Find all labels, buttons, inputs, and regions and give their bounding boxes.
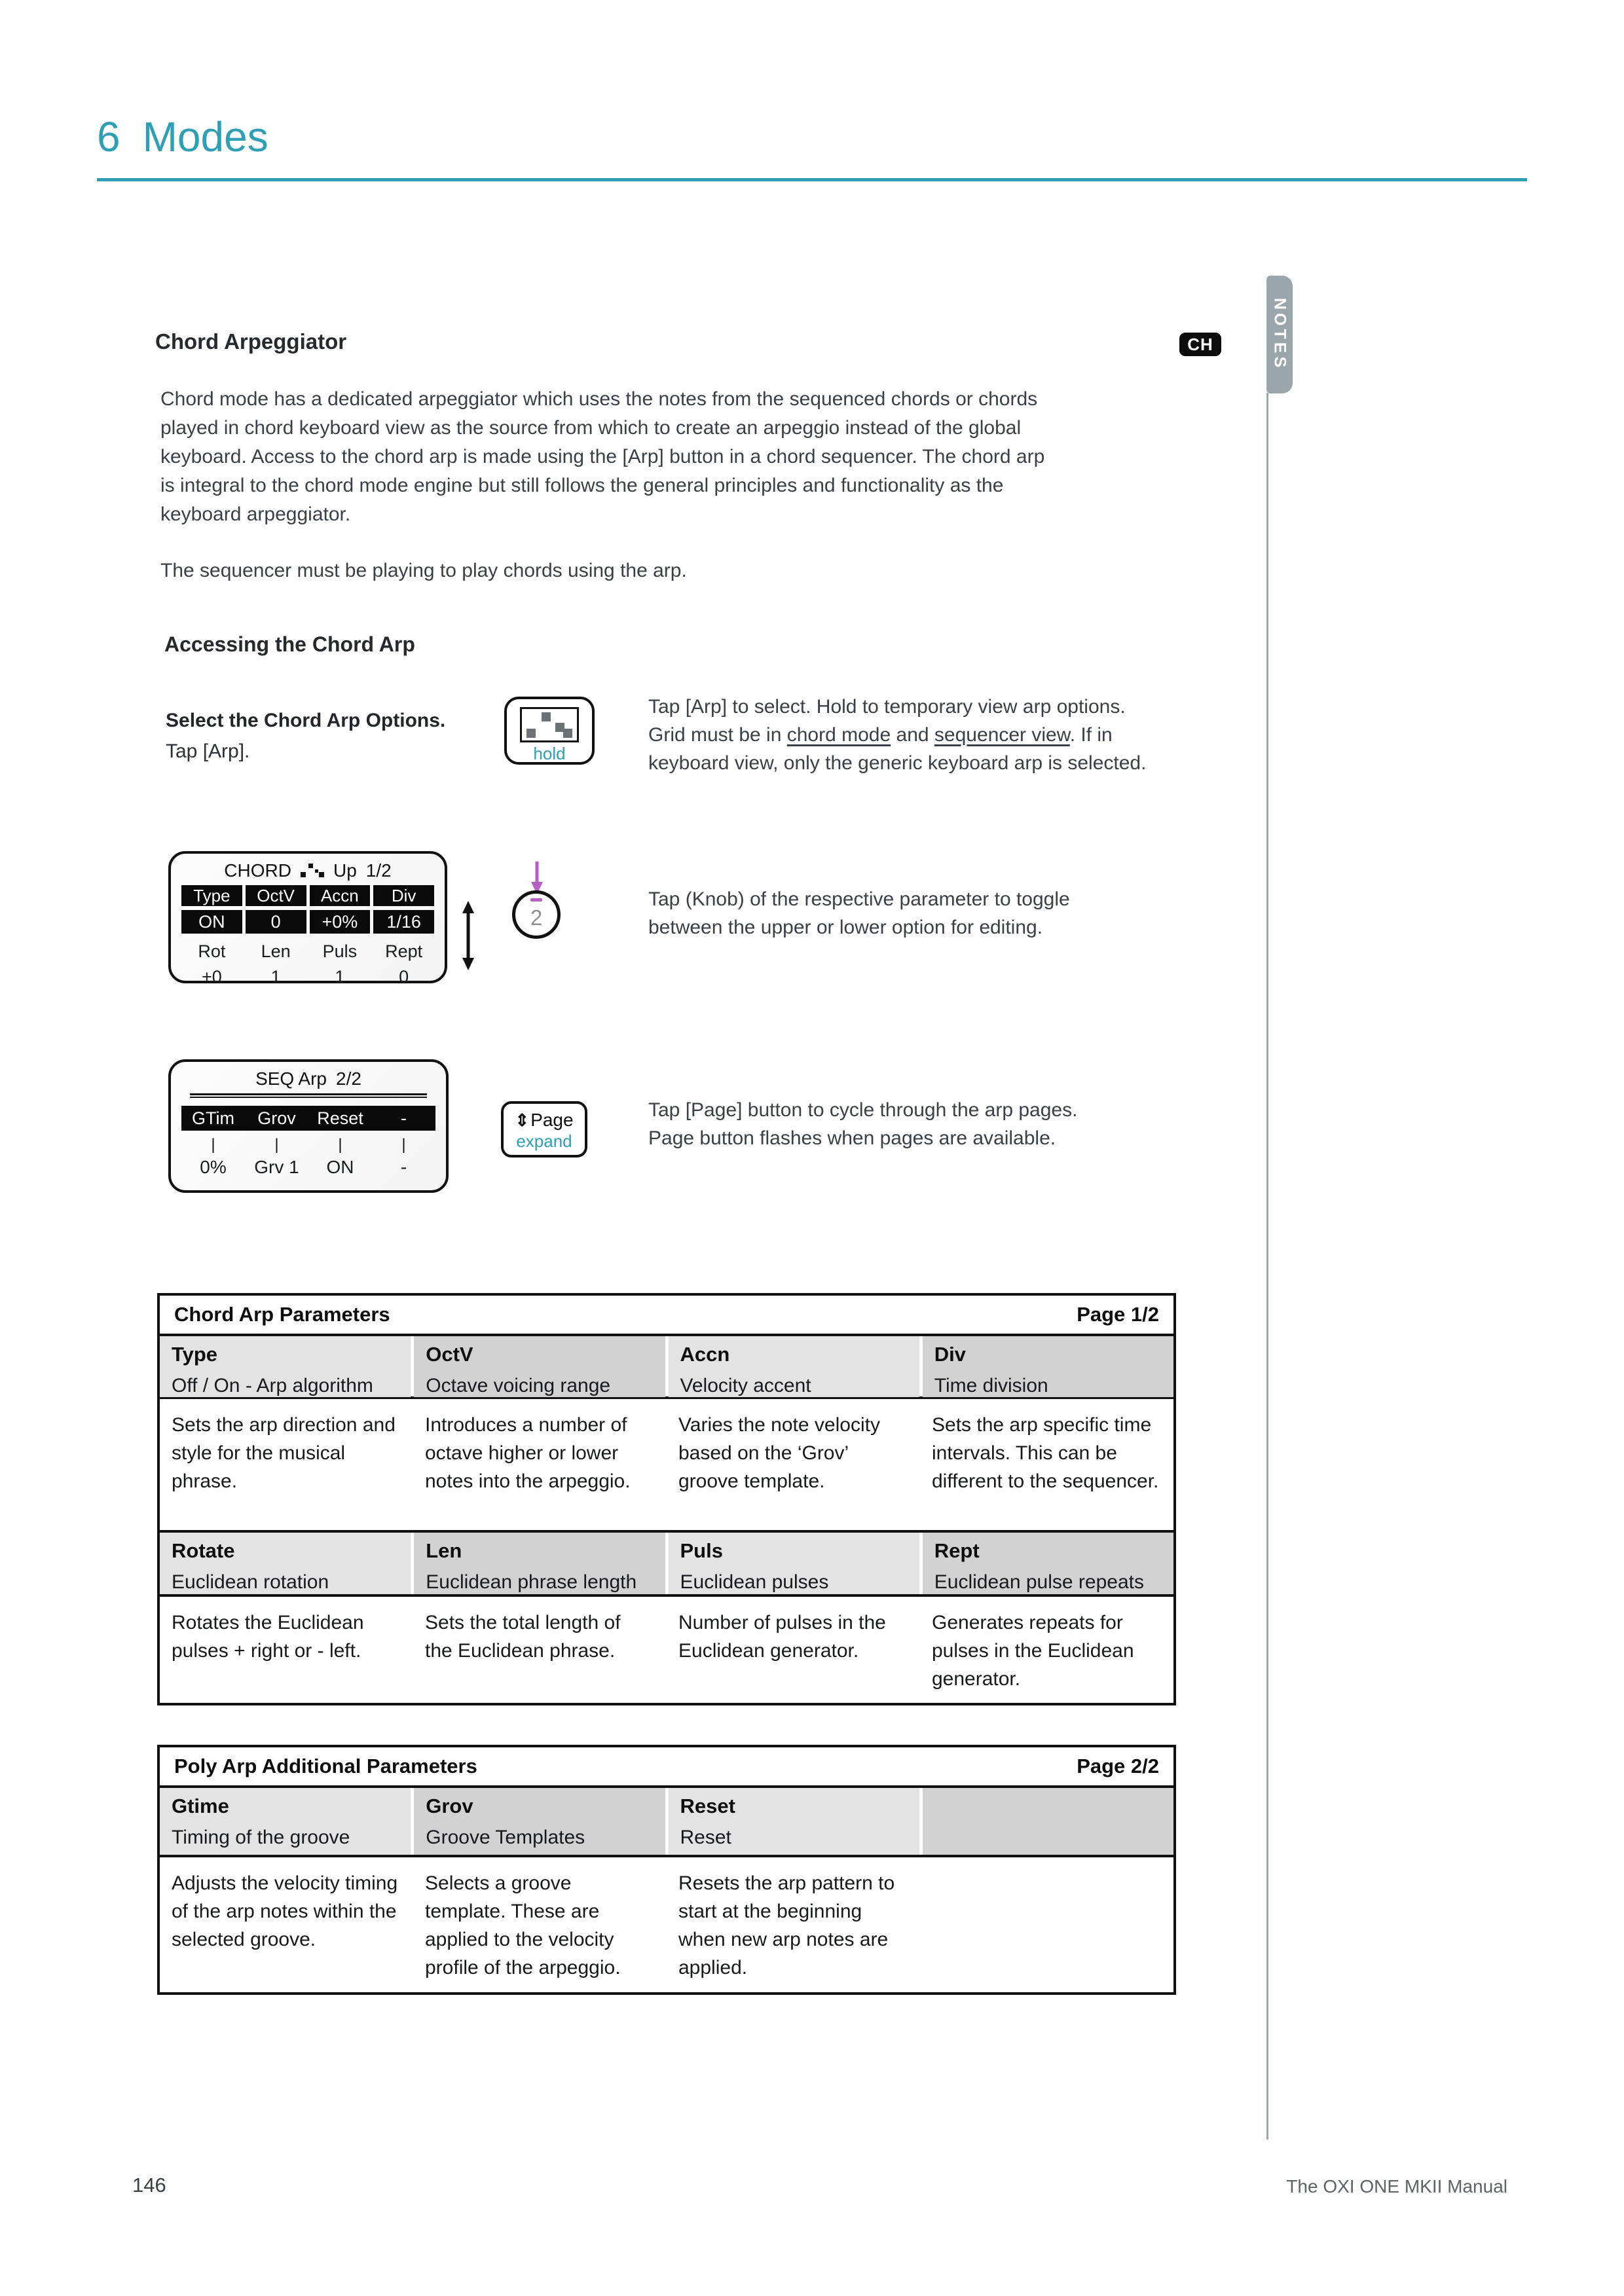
table-title-row xyxy=(160,1296,1173,1336)
intro-line: played in chord keyboard view as the source from which to create an arpeggio instead of the global xyxy=(160,417,1022,439)
param-cell: Rept xyxy=(385,941,423,961)
arp-step-description xyxy=(648,693,1146,777)
knob-desc-line: Tap (Knob) of the respective parameter to toggle xyxy=(648,888,1070,910)
param-name: Reset xyxy=(680,1795,735,1817)
arp-button xyxy=(504,697,595,765)
param-short-desc: Euclidean rotation xyxy=(172,1571,329,1593)
knob-icon xyxy=(511,862,563,947)
param-name: Type xyxy=(172,1343,218,1366)
chapter-rule-line xyxy=(97,178,1527,181)
table-header-row xyxy=(160,1336,1173,1399)
hold-caption: hold xyxy=(533,744,566,763)
value-cell: 1 xyxy=(335,967,345,987)
value-cell: 1 xyxy=(270,967,281,987)
param-short-desc: Groove Templates xyxy=(426,1827,585,1848)
param-name: Grov xyxy=(426,1795,473,1817)
chord-param-header-row xyxy=(181,885,434,906)
body-cell: Number of pulses in the Euclidean generator. xyxy=(678,1612,886,1662)
page-desc-line: Tap [Page] button to cycle through the arp pages. xyxy=(648,1099,1078,1121)
page-button xyxy=(501,1101,587,1157)
header-cell xyxy=(414,1788,665,1855)
table-title: Chord Arp Parameters xyxy=(174,1303,390,1326)
table-title-row xyxy=(160,1747,1173,1788)
value-cell: 0 xyxy=(399,967,409,987)
arp-desc-line xyxy=(648,721,1146,749)
table-body-row xyxy=(160,1399,1173,1533)
param-short-desc: Reset xyxy=(680,1827,731,1848)
body-cell: Sets the total length of the Euclidean phrase. xyxy=(425,1612,621,1662)
chapter-title: Modes xyxy=(142,113,268,160)
param-cell: Grov xyxy=(257,1108,296,1128)
param-short-desc: Euclidean pulses xyxy=(680,1571,829,1593)
body-cell: Introduces a number of octave higher or lower notes into the arpeggio. xyxy=(425,1414,631,1492)
header-cell xyxy=(414,1533,665,1594)
knob-number: 2 xyxy=(530,905,543,930)
table-page-label: Page 2/2 xyxy=(1077,1755,1159,1777)
note-paragraph: The sequencer must be playing to play chords using the arp. xyxy=(160,560,687,581)
intro-line: is integral to the chord mode engine but still follows the general principles and functionality as the xyxy=(160,475,1004,496)
value-cell: Grv 1 xyxy=(254,1157,299,1177)
value-cell: 1/16 xyxy=(373,910,434,934)
table-title: Poly Arp Additional Parameters xyxy=(174,1755,477,1777)
table-header-row xyxy=(160,1788,1173,1857)
desc-text: . If in xyxy=(1069,724,1113,746)
underlined-term: chord mode xyxy=(786,724,891,746)
body-cell: Varies the note velocity based on the ‘Grov’ groove template. xyxy=(678,1414,880,1492)
seq-value-row xyxy=(181,1157,435,1178)
param-cell: OctV xyxy=(246,885,306,906)
knob-step-description xyxy=(648,885,1070,941)
param-cell: Len xyxy=(261,941,291,961)
tick: | xyxy=(211,1136,215,1154)
chord-arp-display xyxy=(168,851,447,987)
body-cell xyxy=(920,1857,1173,1992)
body-cell: Resets the arp pattern to start at the beginning when new arp notes are applied. xyxy=(678,1872,895,1978)
underlined-term: sequencer view xyxy=(934,724,1070,746)
footer-page-number: 146 xyxy=(132,2174,166,2196)
chord-mode-badge: CH xyxy=(1179,333,1221,356)
triad-dots-icon xyxy=(301,864,324,878)
updown-glyph-icon: ⇕ xyxy=(515,1110,530,1130)
expand-caption: expand xyxy=(516,1131,572,1151)
body-cell: Sets the arp direction and style for the musical phrase. xyxy=(172,1414,396,1492)
value-cell: - xyxy=(400,1157,407,1177)
accessing-heading: Accessing the Chord Arp xyxy=(164,632,415,656)
seq-param-bar xyxy=(181,1106,435,1131)
header-cell xyxy=(923,1336,1173,1397)
knob-desc-line: between the upper or lower option for editing. xyxy=(648,917,1043,938)
tick: | xyxy=(274,1136,279,1154)
param-cell: GTim xyxy=(192,1108,234,1128)
grid-dot xyxy=(563,729,572,738)
intro-line: keyboard. Access to the chord arp is made using the [Arp] button in a chord sequencer. The chord arp xyxy=(160,446,1045,467)
intro-line: keyboard arpeggiator. xyxy=(160,503,351,525)
notes-tab-label: NOTES xyxy=(1270,298,1289,371)
arp-step-label-bold: Select the Chord Arp Options. xyxy=(166,710,446,731)
param-name: OctV xyxy=(426,1343,473,1366)
param-cell: - xyxy=(401,1108,407,1128)
chord-display-name: CHORD xyxy=(224,860,291,881)
body-cell: Selects a groove template. These are applied to the velocity profile of the arpeggio. xyxy=(425,1872,621,1978)
section-title: Chord Arpeggiator xyxy=(155,329,347,354)
param-short-desc: Velocity accent xyxy=(680,1375,811,1396)
seq-arp-display xyxy=(168,1059,449,1193)
intro-paragraph xyxy=(160,385,1044,529)
value-cell: 0% xyxy=(200,1157,227,1177)
param-name: Len xyxy=(426,1539,462,1562)
chapter-number: 6 xyxy=(97,113,120,160)
footer-manual-title: The OXI ONE MKII Manual xyxy=(1286,2176,1507,2196)
notes-side-tab xyxy=(1266,276,1293,393)
param-cell: Type xyxy=(181,885,242,906)
header-cell xyxy=(669,1533,919,1594)
tick: | xyxy=(338,1136,342,1154)
chord-arp-parameters-table xyxy=(157,1293,1176,1705)
body-cell: Sets the arp specific time intervals. This can be different to the sequencer. xyxy=(932,1414,1159,1492)
header-cell xyxy=(160,1533,411,1594)
param-short-desc: Euclidean pulse repeats xyxy=(934,1571,1144,1593)
param-short-desc: Euclidean phrase length xyxy=(426,1571,637,1593)
chord-value2-row xyxy=(181,967,434,987)
seq-divider xyxy=(190,1093,426,1098)
value-cell: +0 xyxy=(201,967,222,987)
table-body-row xyxy=(160,1597,1173,1703)
param-short-desc: Time division xyxy=(934,1375,1048,1396)
knob-circle xyxy=(512,890,561,939)
value-cell: ON xyxy=(326,1157,354,1177)
param-cell: Puls xyxy=(322,941,358,961)
grid-dot xyxy=(526,729,536,738)
header-cell xyxy=(160,1788,411,1855)
header-cell xyxy=(669,1336,919,1397)
body-cell: Adjusts the velocity timing of the arp notes within the selected groove. xyxy=(172,1872,398,1950)
table-page-label: Page 1/2 xyxy=(1077,1303,1159,1326)
seq-display-name: SEQ Arp xyxy=(255,1068,327,1089)
param-cell: Reset xyxy=(317,1108,363,1128)
arp-desc-line: Tap [Arp] to select. Hold to temporary view arp options. xyxy=(648,696,1126,718)
param-cell: Accn xyxy=(310,885,371,906)
updown-arrow-icon xyxy=(460,901,477,970)
arp-grid-icon xyxy=(520,707,579,742)
chord-display-title xyxy=(171,860,445,881)
arp-desc-line: keyboard view, only the generic keyboard arp is selected. xyxy=(648,752,1147,774)
param-cell: Rot xyxy=(198,941,226,961)
tick: | xyxy=(401,1136,406,1154)
knob-tick xyxy=(530,898,542,902)
header-cell xyxy=(669,1788,919,1855)
desc-text: and xyxy=(891,724,934,746)
grid-dot xyxy=(542,712,551,721)
param-name: Puls xyxy=(680,1539,723,1562)
desc-text: Grid must be in xyxy=(648,724,787,746)
intro-line: Chord mode has a dedicated arpeggiator which uses the notes from the sequenced chords or chords xyxy=(160,388,1038,410)
param-short-desc: Timing of the groove xyxy=(172,1827,350,1848)
param-name: Rotate xyxy=(172,1539,235,1562)
param-name: Div xyxy=(934,1343,966,1366)
table-header-row xyxy=(160,1533,1173,1597)
arp-step-label xyxy=(166,705,445,767)
value-cell: ON xyxy=(181,910,242,934)
param-cell: Div xyxy=(373,885,434,906)
seq-display-page: 2/2 xyxy=(336,1068,361,1089)
header-cell xyxy=(923,1533,1173,1594)
page-desc-line: Page button flashes when pages are available. xyxy=(648,1127,1056,1149)
page-step-description xyxy=(648,1096,1077,1152)
header-cell xyxy=(160,1336,411,1397)
chord-param-value-row xyxy=(181,910,434,934)
value-cell: 0 xyxy=(246,910,306,934)
notes-side-line xyxy=(1266,393,1268,2140)
chord-arp-direction: Up xyxy=(333,860,357,881)
table-body-row xyxy=(160,1857,1173,1992)
header-cell xyxy=(414,1336,665,1397)
page-button-face xyxy=(504,1110,585,1131)
body-cell: Generates repeats for pulses in the Euclidean generator. xyxy=(932,1612,1134,1690)
param-short-desc: Octave voicing range xyxy=(426,1375,611,1396)
arp-step-label-rest: Tap [Arp]. xyxy=(166,740,250,762)
seq-display-title xyxy=(171,1068,446,1089)
chord-param2-row xyxy=(181,941,434,962)
poly-arp-additional-parameters-table xyxy=(157,1745,1176,1995)
body-cell: Rotates the Euclidean pulses + right or - left. xyxy=(172,1612,364,1662)
param-short-desc: Off / On - Arp algorithm xyxy=(172,1375,373,1396)
seq-tick-row xyxy=(181,1136,435,1152)
param-name: Accn xyxy=(680,1343,730,1366)
value-cell: +0% xyxy=(310,910,371,934)
header-cell xyxy=(923,1788,1173,1855)
chord-display-page: 1/2 xyxy=(365,860,392,881)
param-name: Gtime xyxy=(172,1795,229,1817)
chapter-heading xyxy=(97,113,268,161)
param-name: Rept xyxy=(934,1539,980,1562)
page-button-label: Page xyxy=(530,1110,574,1130)
